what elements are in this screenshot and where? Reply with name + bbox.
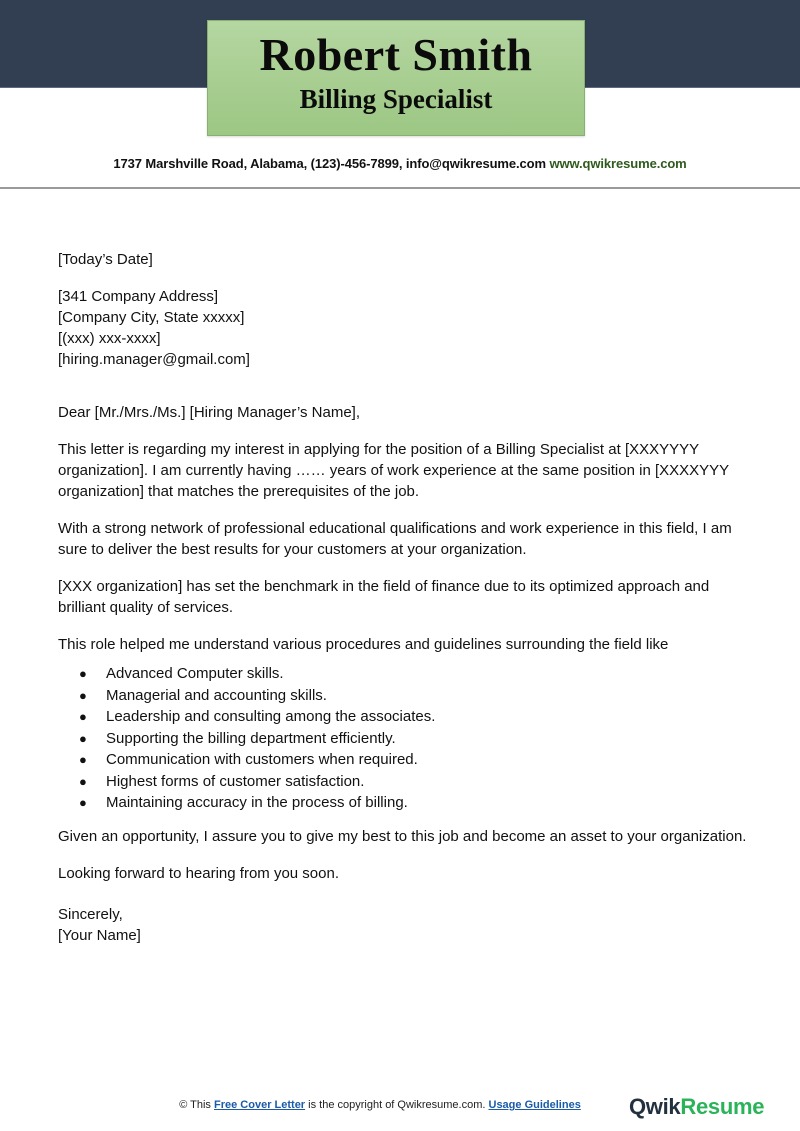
salutation: Dear [Mr./Mrs./Ms.] [Hiring Manager’s Name], <box>58 404 361 421</box>
logo-qwik: Qwik <box>629 1094 681 1119</box>
contact-details: 1737 Marshville Road, Alabama, (123)-456-7899, info@qwikresume.com <box>113 156 546 171</box>
candidate-name: Robert Smith <box>259 29 533 80</box>
bullet-icon: ● <box>79 709 87 724</box>
footer-prefix: © This <box>179 1099 214 1111</box>
bullet-icon: ● <box>79 687 87 703</box>
closing-block <box>58 904 748 946</box>
paragraph-qualifications: With a strong network of professional educational qualifications and work experience in this field, I am sure to deliver the best results for your customers at your organization. <box>58 520 732 558</box>
header-divider <box>0 187 800 189</box>
job-title: Billing Specialist <box>299 84 493 114</box>
letter-date: [Today’s Date] <box>58 251 153 268</box>
list-item: ● Leadership and consulting among the associates. <box>106 706 748 728</box>
list-item: ● Advanced Computer skills. <box>106 663 748 685</box>
signoff: Sincerely, <box>58 905 123 923</box>
bullet-icon: ● <box>79 730 87 746</box>
contact-line <box>0 156 800 171</box>
website-link[interactable]: www.qwikresume.com <box>549 156 687 171</box>
skills-list <box>58 663 748 814</box>
free-cover-letter-link[interactable]: Free Cover Letter <box>214 1099 306 1111</box>
recipient-address: [341 Company Address] <box>58 288 219 305</box>
signature: [Your Name] <box>58 926 141 944</box>
paragraph-opportunity: Given an opportunity, I assure you to give my best to this job and become an asset to your organization. <box>58 827 747 845</box>
recipient-city-state: [Company City, State xxxxx] <box>58 309 245 326</box>
list-item: ● Managerial and accounting skills. <box>106 685 748 707</box>
list-item: ● Supporting the billing department efficiently. <box>106 728 748 750</box>
letter-body <box>58 249 748 946</box>
bullet-icon: ● <box>79 773 87 789</box>
qwikresume-logo[interactable] <box>629 1094 764 1120</box>
usage-guidelines-link[interactable]: Usage Guidelines <box>488 1099 581 1111</box>
bullet-icon: ● <box>79 666 87 681</box>
list-item: ● Highest forms of customer satisfaction. <box>106 771 748 793</box>
recipient-phone: [(xxx) xxx-xxxx] <box>58 330 161 347</box>
footer-middle: is the copyright of Qwikresume.com. <box>305 1099 489 1111</box>
paragraph-intro: This letter is regarding my interest in applying for the position of a Billing Specialist at [XXXYYYY organization]. I am currently having …… years of work experience at the same position in [XXXXYYY organization] that matches the prerequisites of the job. <box>58 441 729 500</box>
list-item: ● Communication with customers when required. <box>106 749 748 771</box>
name-title-box <box>207 20 585 136</box>
bullet-icon: ● <box>79 752 87 767</box>
list-item: ● Maintaining accuracy in the process of billing. <box>106 792 748 814</box>
paragraph-looking-forward: Looking forward to hearing from you soon. <box>58 864 339 882</box>
paragraph-role: This role helped me understand various procedures and guidelines surrounding the field like <box>58 636 669 653</box>
paragraph-organization: [XXX organization] has set the benchmark in the field of finance due to its optimized approach and brilliant quality of services. <box>58 578 710 616</box>
recipient-address-block <box>58 286 748 370</box>
bullet-icon: ● <box>79 795 87 810</box>
recipient-email: [hiring.manager@gmail.com] <box>58 351 250 368</box>
logo-resume: Resume <box>680 1094 765 1119</box>
